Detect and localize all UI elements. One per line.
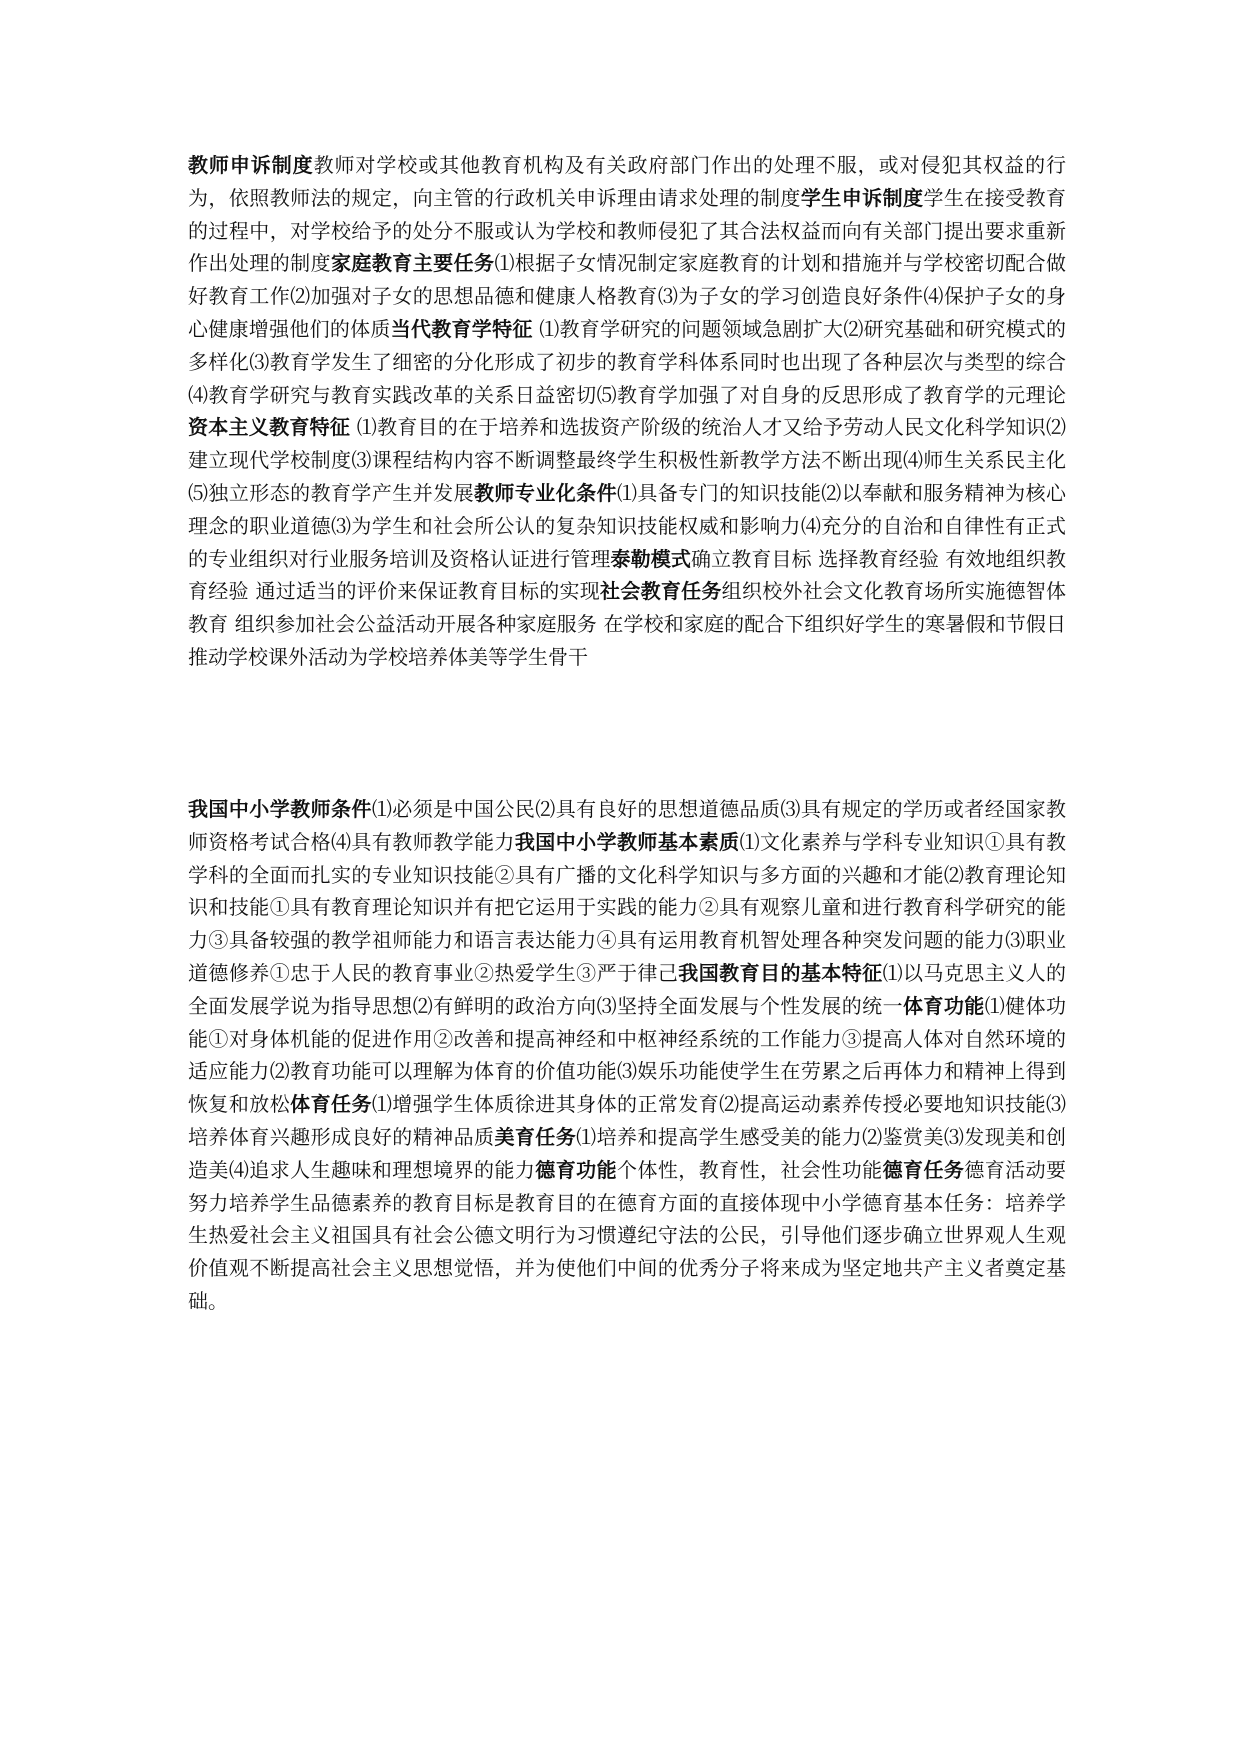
term-heading: 资本主义教育特征 [188,415,351,440]
term-heading: 体育任务 [290,1092,372,1117]
term-definition: ⑴教育学研究的问题领域急剧扩大⑵研究基础和研究模式的多样化⑶教育学发生了细密的分化形成了初步的教育学科体系同时也出现了各种层次与类型的综合⑷教育学研究与教育实践改革的关系日益密切⑸教育学加强了对自身的反思形成了教育学的元理论 [188,316,1067,407]
term-definition: ⑴健体功能①对身体机能的促进作用②改善和提高神经和中枢神经系统的工作能力③提高人体对自然环境的适应能力⑵教育功能可以理解为体育的价值功能⑶娱乐功能使学生在劳累之后再体力和精神上得到恢复和放松 [188,993,1067,1117]
term-heading: 当代教育学特征 [390,316,533,341]
term-definition: 确立教育目标 选择教育经验 有效地组织教育经验 通过适当的评价来保证教育目标的实现 [188,546,1067,604]
term-heading: 美育任务 [494,1124,577,1149]
term-heading: 我国中小学教师条件 [188,797,372,821]
term-heading: 教师申诉制度 [188,153,314,177]
term-definition: ⑴文化素养与学科专业知识①具有教学科的全面而扎实的专业知识技能②具有广播的文化科学知识与多方面的兴趣和才能⑵教育理论知识和技能①具有教育理论知识并有把它运用于实践的能力②具有观察儿童和进行教育科学研究的能力③具备较强的教学祖师能力和语言表达能力④具有运用教育机智处理各种突发问题的能力⑶职业道德修养①忠于人民的教育事业②热爱学生③严于律己 [188,829,1067,985]
term-heading: 学生申诉制度 [800,185,924,210]
term-definition: 德育活动要努力培养学生品德素养的教育目标是教育目的在德育方面的直接体现中小学德育基本任务：培养学生热爱社会主义祖国具有社会公德文明行为习惯遵纪守法的公民，引导他们逐步确立世界观人生观价值观不断提高社会主义思想觉悟，并为使他们中间的优秀分子将来成为坚定地共产主义者奠定基础。 [188,1157,1067,1313]
term-definition: 个体性，教育性，社会性功能 [617,1157,883,1182]
term-definition: ⑴以马克思主义人的全面发展学说为指导思想⑵有鲜明的政治方向⑶坚持全面发展与个性发展的统一 [188,960,1067,1018]
term-definition: ⑴具备专门的知识技能⑵以奉献和服务精神为核心理念的职业道德⑶为学生和社会所公认的复杂知识技能权威和影响力⑷充分的自治和自律性有正式的专业组织对行业服务培训及资格认证进行管理 [188,480,1066,571]
term-definition: ⑴培养和提高学生感受美的能力⑵鉴赏美⑶发现美和创造美⑷追求人生趣味和理想境界的能力 [188,1124,1067,1182]
term-definition: 组织校外社会文化教育场所实施德智体教育 组织参加社会公益活动开展各种家庭服务 在学校和家庭的配合下组织好学生的寒暑假和节假日 推动学校课外活动为学校培养体美等学生骨干 [188,579,1067,669]
term-definition: ⑴必须是中国公民⑵具有良好的思想道德品质⑶具有规定的学历或者经国家教师资格考试合格⑷具有教师教学能力 [188,797,1067,854]
term-definition: ⑴增强学生体质徐进其身体的正常发育⑵提高运动素养传授必要地知识技能⑶培养体育兴趣形成良好的精神品质 [188,1092,1067,1149]
term-heading: 教师专业化条件 [474,480,617,505]
term-heading: 我国中小学教师基本素质 [514,829,740,854]
term-definition: ⑴根据子女情况制定家庭教育的计划和措施并与学校密切配合做好教育工作⑵加强对子女的思想品德和健康人格教育⑶为子女的学习创造良好条件⑷保护子女的身心健康增强他们的体质 [188,251,1067,341]
term-heading: 泰勒模式 [610,546,692,571]
term-heading: 社会教育任务 [600,579,722,604]
paragraph-block-2 [188,793,1066,1318]
term-heading: 我国教育目的基本特征 [678,960,883,985]
paragraph-block-1 [188,149,1066,674]
term-definition: 学生在接受教育的过程中，对学校给予的处分不服或认为学校和教师侵犯了其合法权益而向有关部门提出要求重新作出处理的制度 [188,185,1067,276]
term-heading: 德育任务 [882,1157,965,1182]
term-definition: 教师对学校或其他教育机构及有关政府部门作出的处理不服，或对侵犯其权益的行为，依照教师法的规定，向主管的行政机关申诉理由请求处理的制度 [188,153,1067,210]
term-heading: 体育功能 [903,993,985,1018]
term-definition: ⑴教育目的在于培养和选拔资产阶级的统治人才又给予劳动人民文化科学知识⑵建立现代学校制度⑶课程结构内容不断调整最终学生积极性新教学方法不断出现⑷师生关系民主化⑸独立形态的教育学产生并发展 [188,415,1067,505]
term-heading: 家庭教育主要任务 [331,251,495,276]
term-heading: 德育功能 [535,1157,618,1182]
